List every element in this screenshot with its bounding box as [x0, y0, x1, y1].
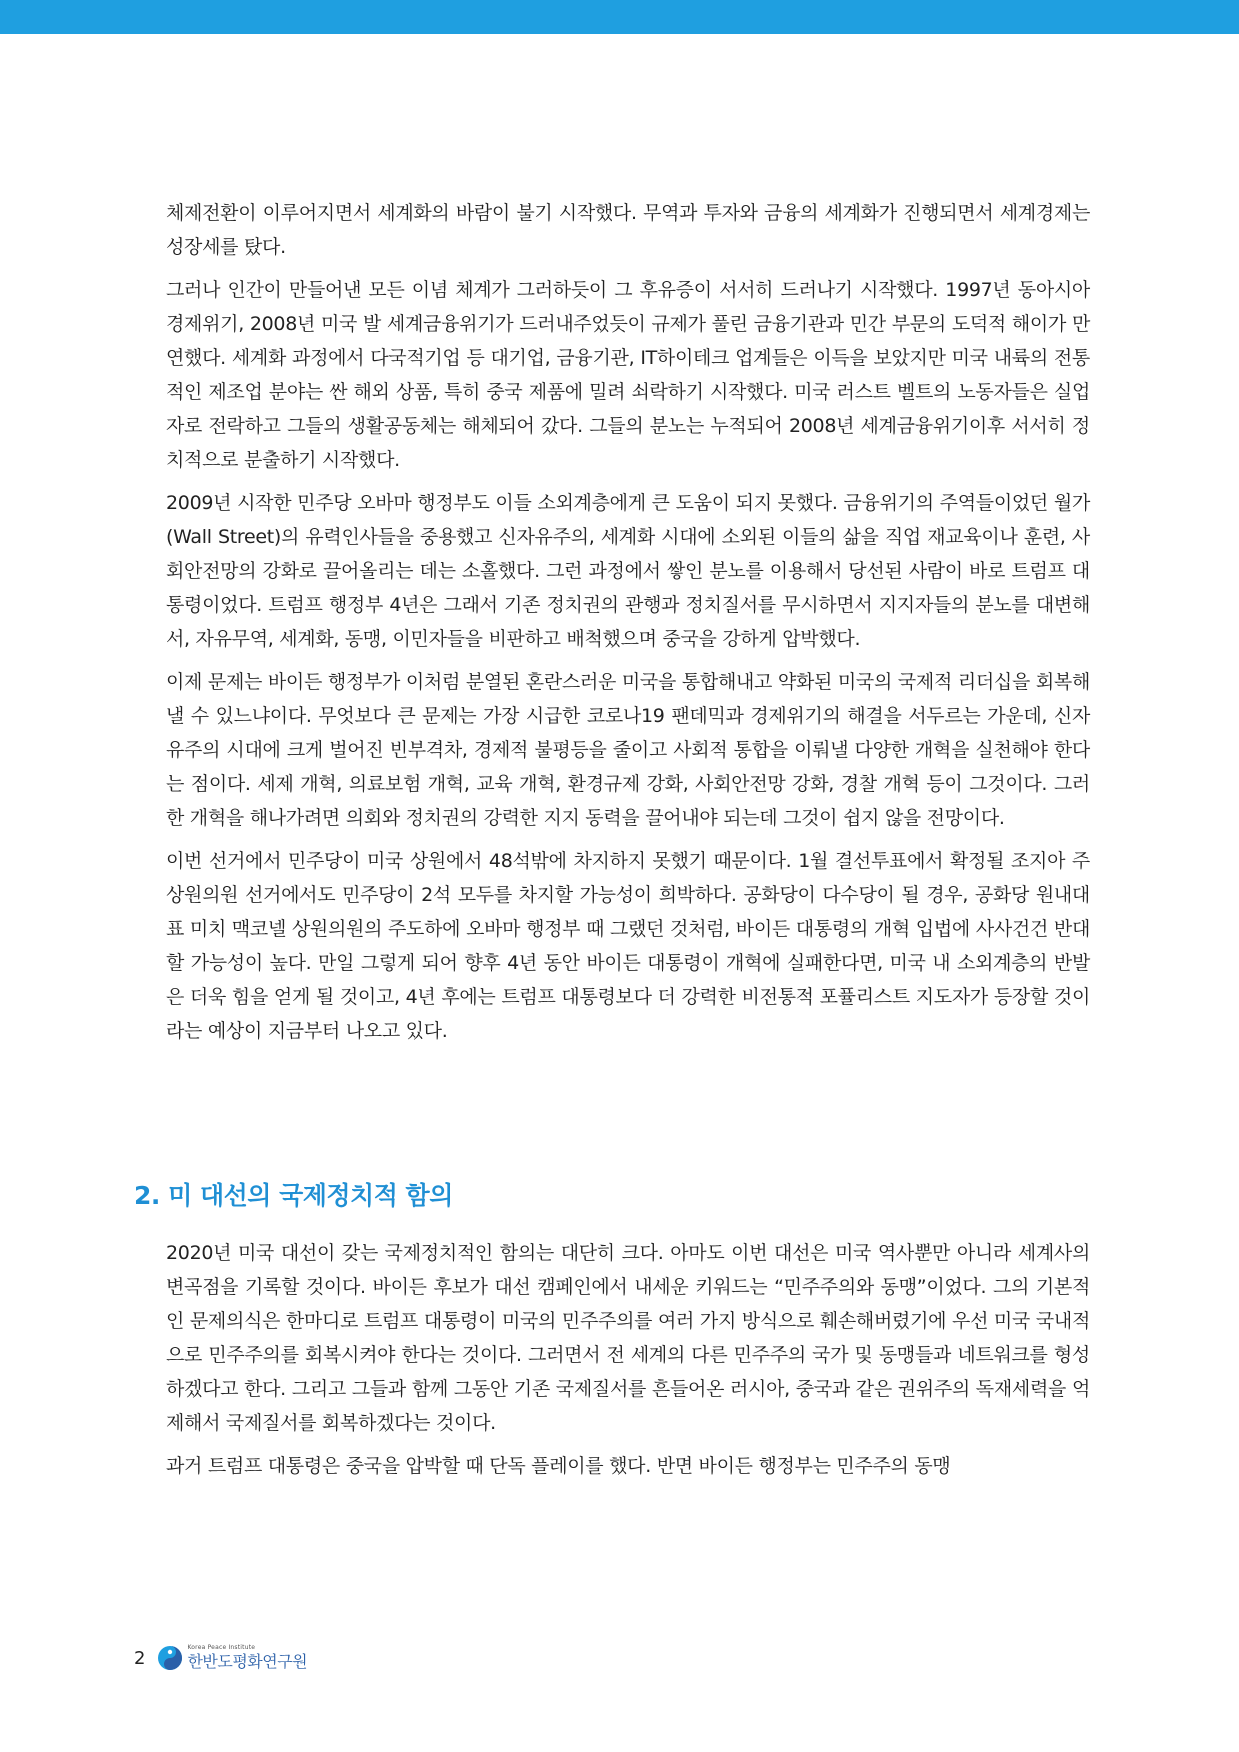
kpi-logo-icon — [155, 1643, 185, 1673]
paragraph: 2009년 시작한 민주당 오바마 행정부도 이들 소외계층에게 큰 도움이 되지 못했다. 금융위기의 주역들이었던 월가(Wall Street)의 유력인사들을 중용했고 신자유주의, 세계화 시대에 소외된 이들의 삶을 직업 재교육이나 훈련, 사회안전망의 강화로 끌어올리는 데는 소홀했다. 그런 과정에서 쌓인 분노를 이용해서 당선된 사람이 바로 트럼프 대통령이었다. 트럼프 행정부 4년은 그래서 기존 정치권의 관행과 정치질서를 무시하면서 지지자들의 분노를 대변해서, 자유무역, 세계화, 동맹, 이민자들을 비판하고 배척했으며 중국을 강하게 압박했다. — [166, 492, 1090, 650]
body-text — [166, 196, 1090, 1057]
institute-logo — [155, 1643, 307, 1673]
paragraph: 그러나 인간이 만들어낸 모든 이념 체계가 그러하듯이 그 후유증이 서서히 드러나기 시작했다. 1997년 동아시아 경제위기, 2008년 미국 발 세계금융위기가 드러내주었듯이 규제가 풀린 금융기관과 민간 부문의 도덕적 해이가 만연했다. 세계화 과정에서 다국적기업 등 대기업, 금융기관, IT하이테크 업계들은 이득을 보았지만 미국 내륙의 전통적인 제조업 분야는 싼 해외 상품, 특히 중국 제품에 밀려 쇠락하기 시작했다. 미국 러스트 벨트의 노동자들은 실업자로 전락하고 그들의 생활공동체는 해체되어 갔다. 그들의 분노는 누적되어 2008년 세계금융위기이후 서서히 정치적으로 분출하기 시작했다. — [166, 279, 1090, 471]
paragraph: 과거 트럼프 대통령은 중국을 압박할 때 단독 플레이를 했다. 반면 바이든 행정부는 민주주의 동맹 — [166, 1455, 951, 1477]
page-footer — [134, 1640, 307, 1676]
paragraph: 이제 문제는 바이든 행정부가 이처럼 분열된 혼란스러운 미국을 통합해내고 약화된 미국의 국제적 리더십을 회복해낼 수 있느냐이다. 무엇보다 큰 문제는 가장 시급한 코로나19 팬데믹과 경제위기의 해결을 서두르는 가운데, 신자유주의 시대에 크게 벌어진 빈부격차, 경제적 불평등을 줄이고 사회적 통합을 이뤄낼 다양한 개혁을 실천해야 한다는 점이다. 세제 개혁, 의료보험 개혁, 교육 개혁, 환경규제 강화, 사회안전망 강화, 경찰 개혁 등이 그것이다. 그러한 개혁을 해나가려면 의회와 정치권의 강력한 지지 동력을 끌어내야 되는데 그것이 쉽지 않을 전망이다. — [166, 671, 1090, 829]
logo-english-text: Korea Peace Institute — [187, 1644, 256, 1651]
top-header-bar — [0, 0, 1239, 34]
page-number: 2 — [134, 1647, 146, 1669]
section-body-text — [166, 1236, 1090, 1492]
logo-korean-text: 한반도평화연구원 — [187, 1652, 308, 1671]
paragraph: 이번 선거에서 민주당이 미국 상원에서 48석밖에 차지하지 못했기 때문이다. 1월 결선투표에서 확정될 조지아 주 상원의원 선거에서도 민주당이 2석 모두를 차지할 가능성이 희박하다. 공화당이 다수당이 될 경우, 공화당 원내대표 미치 맥코넬 상원의원의 주도하에 오바마 행정부 때 그랬던 것처럼, 바이든 대통령의 개혁 입법에 사사건건 반대할 가능성이 높다. 만일 그렇게 되어 향후 4년 동안 바이든 대통령이 개혁에 실패한다면, 미국 내 소외계층의 반발은 더욱 힘을 얻게 될 것이고, 4년 후에는 트럼프 대통령보다 더 강력한 비전통적 포퓰리스트 지도자가 등장할 것이라는 예상이 지금부터 나오고 있다. — [166, 850, 1090, 1042]
paragraph: 체제전환이 이루어지면서 세계화의 바람이 불기 시작했다. 무역과 투자와 금융의 세계화가 진행되면서 세계경제는 성장세를 탔다. — [166, 202, 1090, 258]
section-heading: 2. 미 대선의 국제정치적 함의 — [134, 1181, 453, 1210]
paragraph: 2020년 미국 대선이 갖는 국제정치적인 함의는 대단히 크다. 아마도 이번 대선은 미국 역사뿐만 아니라 세계사의 변곡점을 기록할 것이다. 바이든 후보가 대선 캠페인에서 내세운 키워드는 “민주주의와 동맹”이었다. 그의 기본적인 문제의식은 한마디로 트럼프 대통령이 미국의 민주주의를 여러 가지 방식으로 훼손해버렸기에 우선 미국 국내적으로 민주주의를 회복시켜야 한다는 것이다. 그러면서 전 세계의 다른 민주주의 국가 및 동맹들과 네트워크를 형성하겠다고 한다. 그리고 그들과 함께 그동안 기존 국제질서를 흔들어온 러시아, 중국과 같은 권위주의 독재세력을 억제해서 국제질서를 회복하겠다는 것이다. — [166, 1242, 1090, 1434]
